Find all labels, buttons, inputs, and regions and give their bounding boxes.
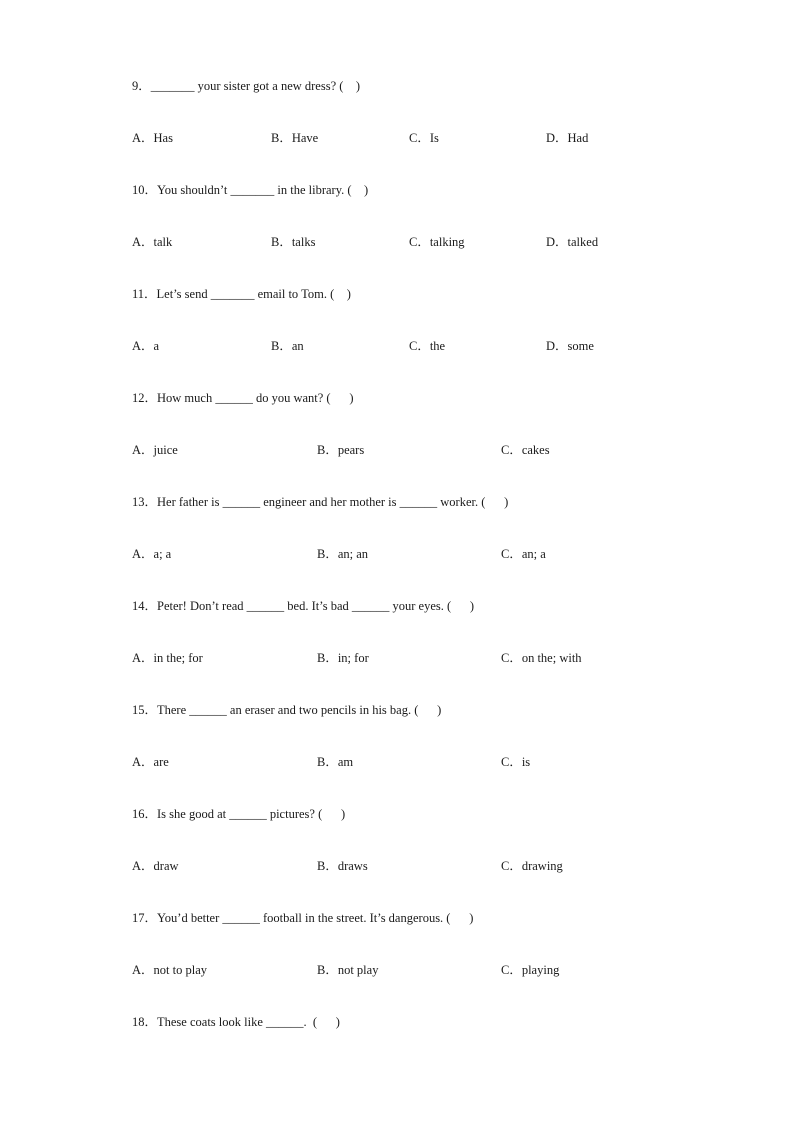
q13-option-a: A．a; a [132,547,172,561]
q11-option-d: D．some [546,339,594,353]
q15-option-a: A．are [132,755,169,769]
q16-option-a: A．draw [132,859,179,873]
question-17: 17．You’d better ______ football in the street. It’s dangerous. ( ) [132,911,474,925]
q13-option-b: B．an; an [317,547,369,561]
question-10: 10．You shouldn’t _______ in the library. ( ) [132,183,369,197]
q9-option-a: A．Has [132,131,173,145]
question-18: 18．These coats look like ______. ( ) [132,1015,340,1029]
q10-option-a: A．talk [132,235,173,249]
q17-option-c: C．playing [501,963,560,977]
question-15: 15．There ______ an eraser and two pencils in his bag. ( ) [132,703,442,717]
question-16: 16．Is she good at ______ pictures? ( ) [132,807,346,821]
q10-option-d: D．talked [546,235,599,249]
q16-option-c: C．drawing [501,859,563,873]
q16-option-b: B．draws [317,859,368,873]
q14-option-a: A．in the; for [132,651,203,665]
question-11: 11．Let’s send _______ email to Tom. ( ) [132,287,351,301]
q17-option-b: B．not play [317,963,379,977]
q15-option-b: B．am [317,755,354,769]
question-9: 9．_______ your sister got a new dress? ( ) [132,79,361,93]
q12-option-b: B．pears [317,443,365,457]
q9-option-c: C．Is [409,131,439,145]
question-13: 13．Her father is ______ engineer and her mother is ______ worker. ( ) [132,495,509,509]
q12-option-a: A．juice [132,443,178,457]
q10-option-c: C．talking [409,235,465,249]
q9-option-d: D．Had [546,131,589,145]
q11-option-b: B．an [271,339,304,353]
q15-option-c: C．is [501,755,531,769]
q9-option-b: B．Have [271,131,319,145]
q14-option-c: C．on the; with [501,651,582,665]
q12-option-c: C．cakes [501,443,550,457]
q17-option-a: A．not to play [132,963,207,977]
q10-option-b: B．talks [271,235,316,249]
question-14: 14．Peter! Don’t read ______ bed. It’s bad ______ your eyes. ( ) [132,599,475,613]
q13-option-c: C．an; a [501,547,546,561]
question-12: 12．How much ______ do you want? ( ) [132,391,354,405]
q11-option-c: C．the [409,339,446,353]
q11-option-a: A．a [132,339,160,353]
q14-option-b: B．in; for [317,651,369,665]
